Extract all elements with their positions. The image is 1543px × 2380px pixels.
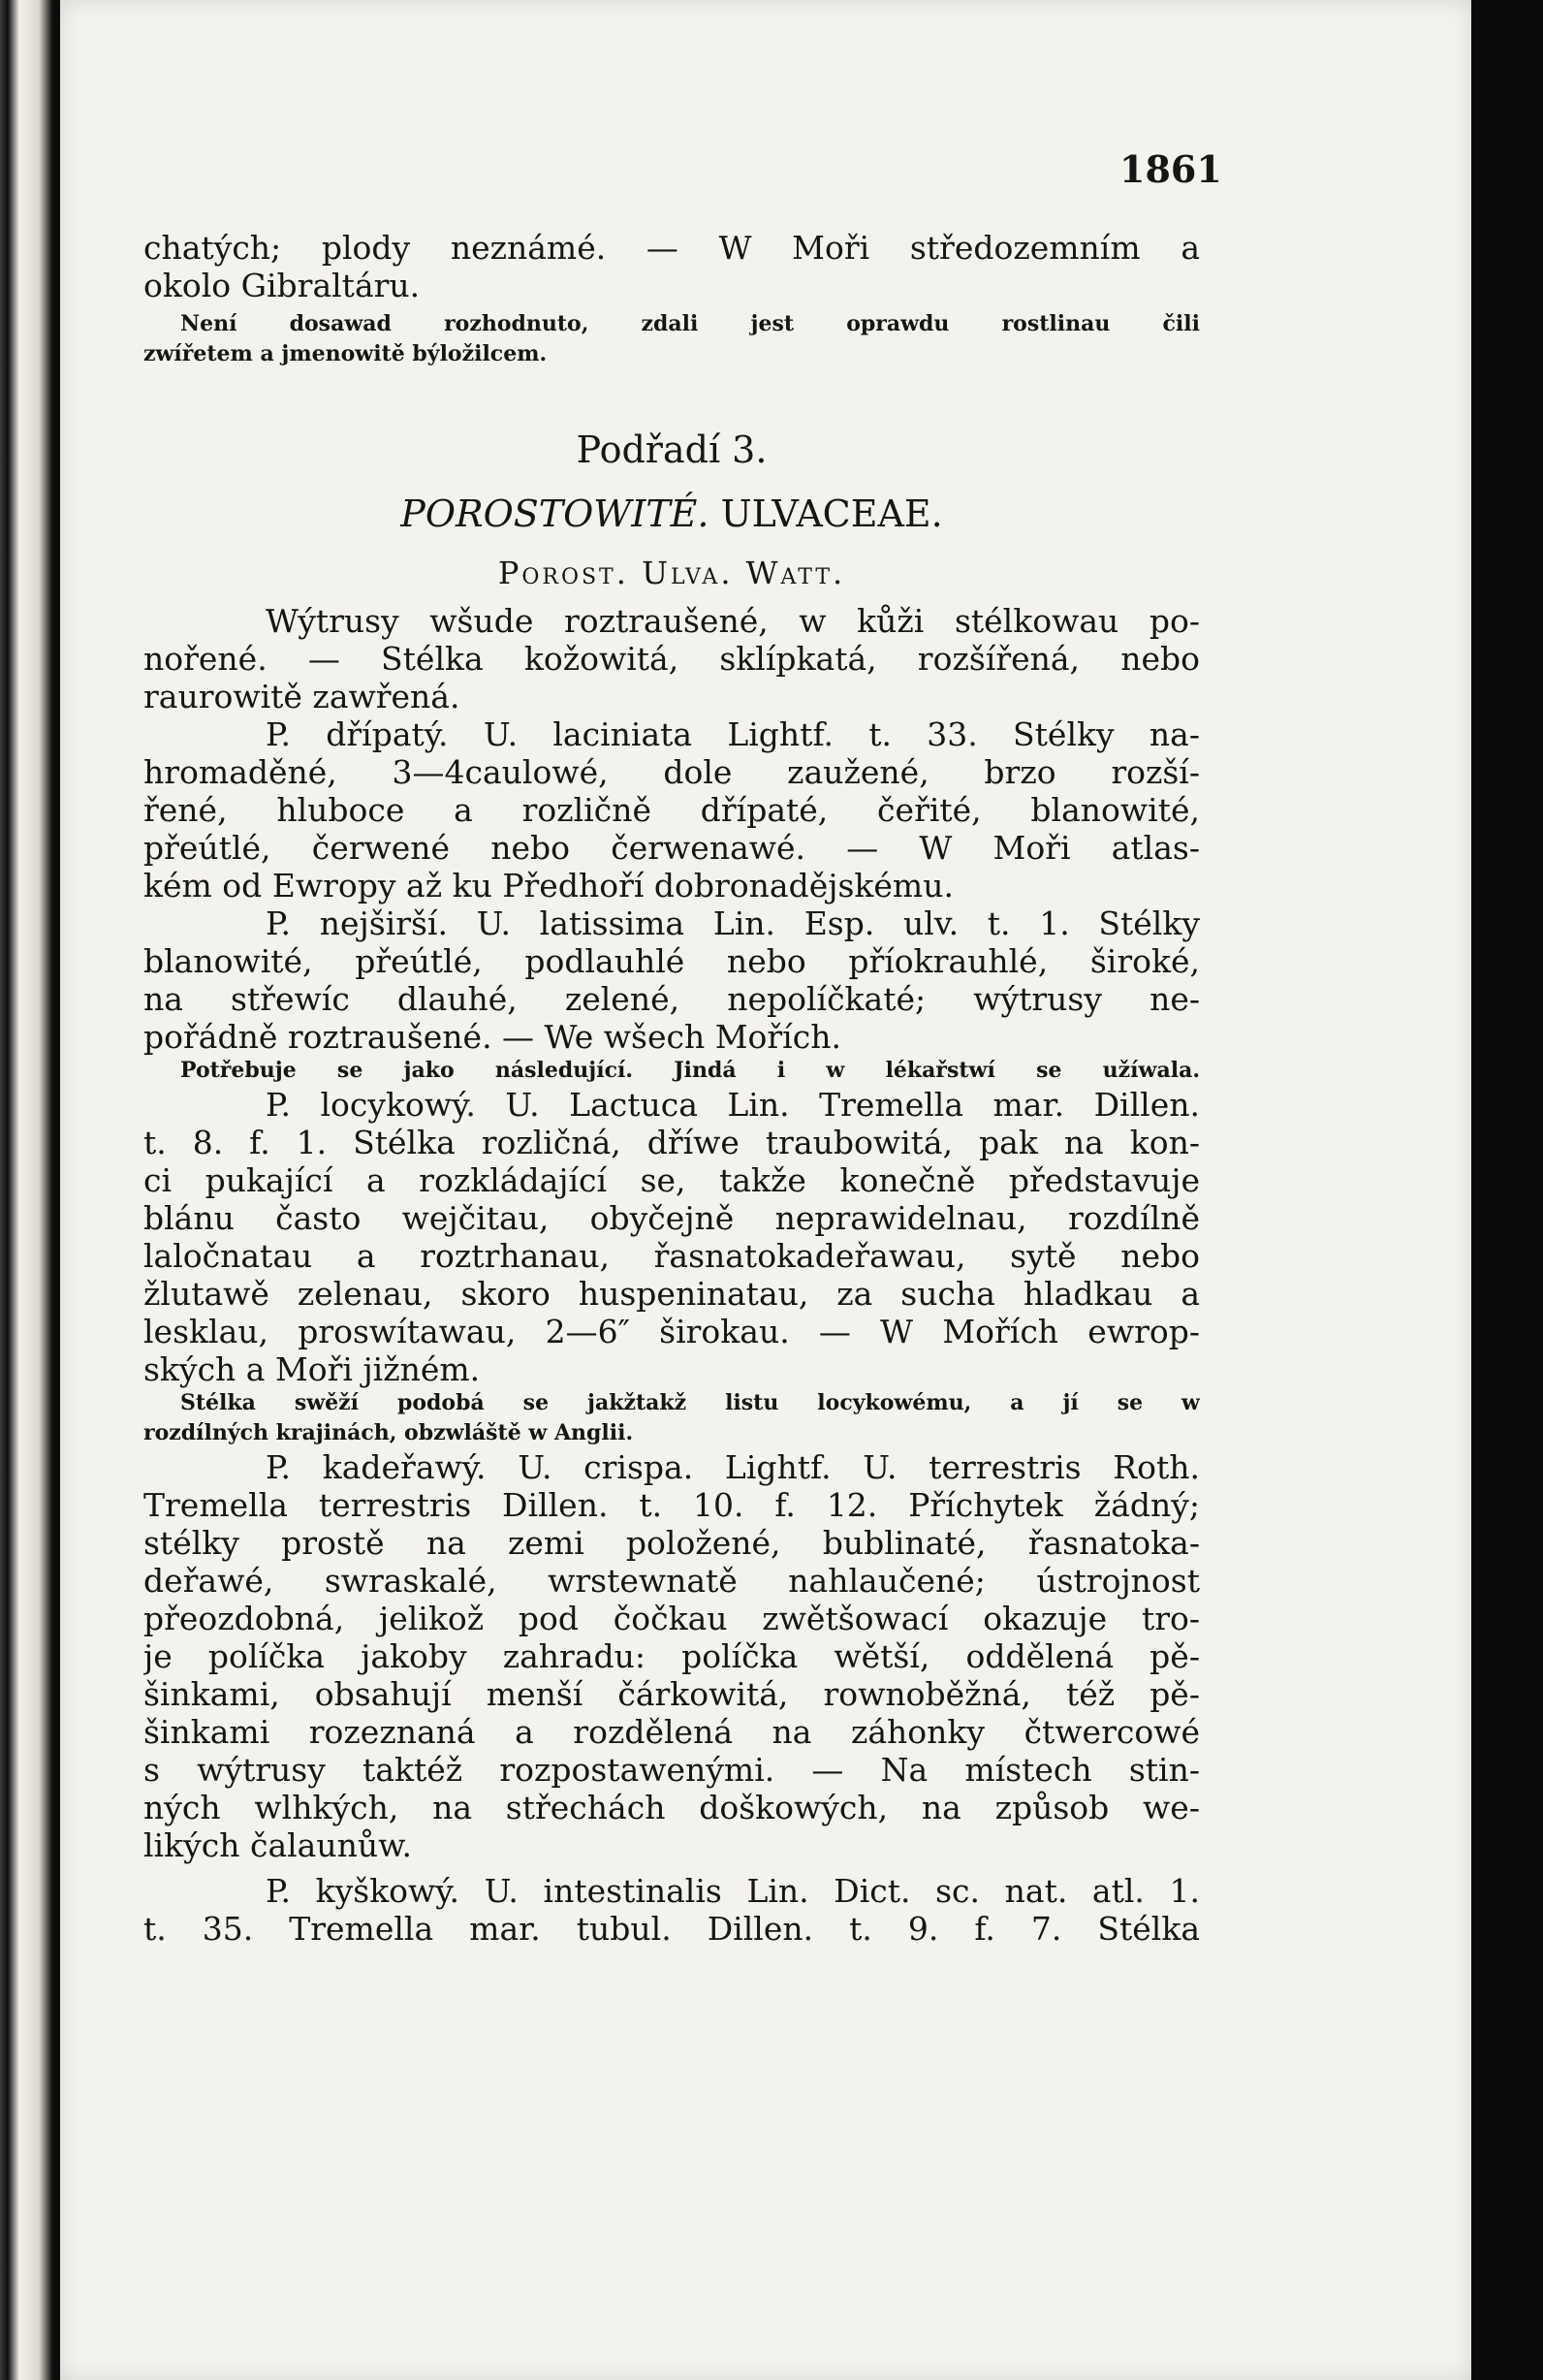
- family-heading: [143, 484, 1200, 544]
- text-line: ci pukající a rozkládající se, takže konečně představuje: [143, 1161, 1200, 1199]
- footnote-1: [143, 309, 1200, 369]
- text-line: pořádně roztraušené. — We wšech Mořích.: [143, 1018, 841, 1056]
- scan-right-edge: [1471, 0, 1543, 2380]
- text-line: chatých; plody neznámé. — W Moři středozemním a: [143, 229, 1200, 267]
- text-line: P. dřípatý. U. laciniata Lightf. t. 33. Stélky na-: [266, 715, 1200, 753]
- intro-paragraph: [143, 229, 1200, 304]
- text-line: hromaděné, 3—4caulowé, dole zaužené, brzo rozší-: [143, 753, 1200, 791]
- text-line: ských a Moři jižném.: [143, 1350, 481, 1388]
- text-line: šinkami rozeznaná a rozdělená na záhonky čtwercowé: [143, 1713, 1200, 1751]
- text-line: t. 35. Tremella mar. tubul. Dillen. t. 9. f. 7. Stélka: [143, 1910, 1200, 1948]
- text-line: P. kyškowý. U. intestinalis Lin. Dict. sc. nat. atl. 1.: [266, 1872, 1200, 1910]
- note-line: Není dosawad rozhodnuto, zdali jest oprawdu rostlinau čili: [180, 311, 1200, 336]
- text-line: šinkami, obsahují menší čárkowitá, rownoběžná, též pě-: [143, 1675, 1200, 1713]
- footnote-2: [143, 1056, 1200, 1086]
- text-line: P. locykowý. U. Lactuca Lin. Tremella mar. Dillen.: [266, 1086, 1200, 1124]
- note-line: Stélka swěží podobá se jakžtakž listu locykowému, a jí se w: [180, 1390, 1200, 1415]
- family-name-czech: POROSTOWITÉ.: [400, 492, 709, 535]
- text-line: laločnatau a roztrhanau, řasnatokadeřawau, sytě nebo: [143, 1237, 1200, 1275]
- text-line: P. kadeřawý. U. crispa. Lightf. U. terrestris Roth.: [266, 1448, 1200, 1486]
- species-latissima: [143, 904, 1200, 1056]
- text-line: s wýtrusy taktéž rozpostawenými. — Na místech stin-: [143, 1751, 1200, 1789]
- footnote-3: [143, 1388, 1200, 1448]
- text-line: raurowitě zawřená.: [143, 678, 460, 715]
- text-line: kém od Ewropy až ku Předhoří dobronadějskému.: [143, 867, 954, 904]
- genus-heading: Porost. Ulva. Watt.: [497, 555, 846, 591]
- text-line: žlutawě zelenau, skoro huspeninatau, za sucha hladkau a: [143, 1275, 1200, 1313]
- text-line: blánu často wejčitau, obyčejně neprawidelnau, rozdílně: [143, 1199, 1200, 1237]
- text-line: likých čalaunůw.: [143, 1826, 412, 1864]
- text-line: Tremella terrestris Dillen. t. 10. f. 12. Příchytek žádný;: [143, 1486, 1200, 1524]
- note-line: rozdílných krajinách, obzwláště w Anglii.: [143, 1420, 634, 1445]
- text-line: deřawé, swraskalé, wrstewnatě nahlaučené; ústrojnost: [143, 1562, 1200, 1600]
- text-line: stélky prostě na zemi položené, bublinaté, řasnatoka-: [143, 1524, 1200, 1562]
- suborder-heading: Podřadí 3.: [576, 428, 768, 471]
- species-intestinalis: [143, 1872, 1200, 1948]
- species-crispa: [143, 1448, 1200, 1864]
- species-laciniata: [143, 715, 1200, 904]
- family-name-latin: ULVACEAE.: [720, 492, 943, 535]
- text-line: je políčka jakoby zahradu: políčka wětší, oddělená pě-: [143, 1637, 1200, 1675]
- text-line: řené, hluboce a rozličně dřípaté, čeřité, blanowité,: [143, 791, 1200, 829]
- text-column: [143, 229, 1200, 1948]
- text-line: okolo Gibraltáru.: [143, 267, 421, 304]
- text-line: lesklau, proswítawau, 2—6″ širokau. — W Mořích ewrop-: [143, 1313, 1200, 1350]
- scan-left-edge: [0, 0, 54, 2380]
- text-line: t. 8. f. 1. Stélka rozličná, dříwe traubowitá, pak na kon-: [143, 1124, 1200, 1161]
- text-line: ných wlhkých, na střechách doškowých, na způsob we-: [143, 1789, 1200, 1826]
- page-number: 1861: [1119, 147, 1222, 191]
- text-line: přeútlé, čerwené nebo čerwenawé. — W Moři atlas-: [143, 829, 1200, 867]
- text-line: nořené. — Stélka kožowitá, sklípkatá, rozšířená, nebo: [143, 640, 1200, 678]
- note-line: zwířetem a jmenowitě býložilcem.: [143, 341, 548, 366]
- text-line: blanowité, přeútlé, podlauhlé nebo příokrauhlé, široké,: [143, 942, 1200, 980]
- note-line: Potřebuje se jako následující. Jindá i w lékařstwí se užíwala.: [180, 1058, 1200, 1083]
- text-line: P. nejširší. U. latissima Lin. Esp. ulv. t. 1. Stélky: [266, 904, 1200, 942]
- text-line: na střewíc dlauhé, zelené, nepolíčkaté; wýtrusy ne-: [143, 980, 1200, 1018]
- text-line: přeozdobná, jelikož pod čočkau zwětšowací okazuje tro-: [143, 1600, 1200, 1637]
- text-line: Wýtrusy wšude roztraušené, w kůži stélkowau po-: [266, 602, 1200, 640]
- species-lactuca: [143, 1086, 1200, 1388]
- genus-description: [143, 602, 1200, 715]
